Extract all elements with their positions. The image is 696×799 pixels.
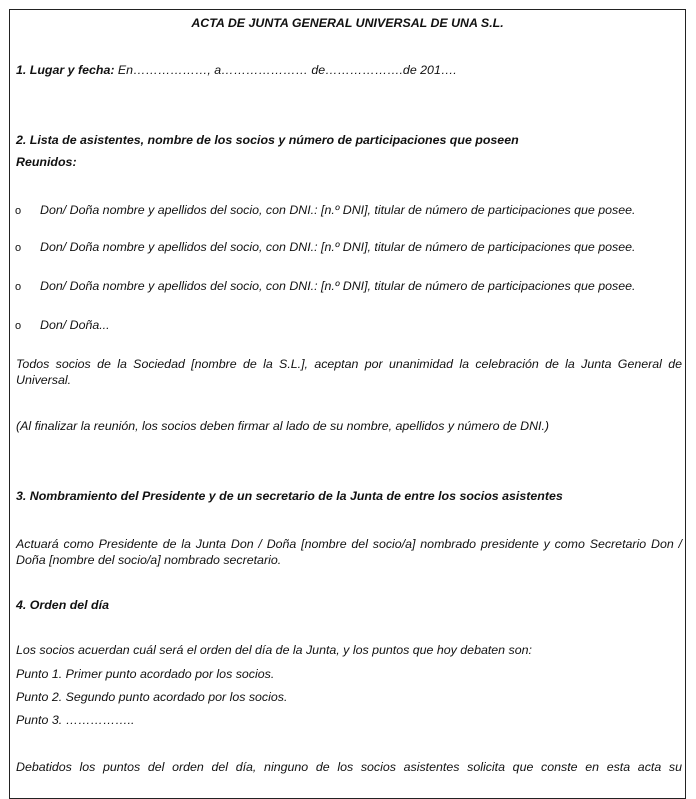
section-3-heading: 3. Nombramiento del Presidente y de un secretario de la Junta de entre los socios asistentes	[16, 489, 563, 503]
bullet-icon: o	[15, 242, 22, 254]
agenda-point: Punto 3. ……………..	[16, 713, 135, 727]
acceptance-paragraph: Todos socios de la Sociedad [nombre de la S.L.], aceptan por unanimidad la celebración de la Junta General de Universal.	[16, 357, 682, 387]
section-1-heading: 1. Lugar y fecha:	[16, 63, 115, 77]
bullet-icon: o	[15, 205, 22, 217]
attendee-item: Don/ Doña nombre y apellidos del socio, con DNI.: [n.º DNI], titular de número de participaciones que posee.	[40, 240, 636, 254]
attendee-item: Don/ Doña nombre y apellidos del socio, con DNI.: [n.º DNI], titular de número de participaciones que posee.	[40, 203, 636, 217]
section-3-paragraph: Actuará como Presidente de la Junta Don / Doña [nombre del socio/a] nombrado presidente y como Secretario Don / Doña [nombre del socio/a] nombrado secretario.	[16, 537, 682, 567]
section-2-subheading: Reunidos:	[16, 155, 77, 169]
document-title: ACTA DE JUNTA GENERAL UNIVERSAL DE UNA S.L.	[191, 16, 504, 30]
bullet-icon: o	[15, 281, 22, 293]
section-1-place-date	[16, 63, 682, 78]
section-2-heading: 2. Lista de asistentes, nombre de los socios y número de participaciones que poseen	[16, 133, 519, 147]
attendee-item: Don/ Doña...	[40, 318, 110, 332]
bullet-icon: o	[15, 320, 22, 332]
signature-note: (Al finalizar la reunión, los socios deben firmar al lado de su nombre, apellidos y número de DNI.)	[16, 419, 550, 433]
closing-paragraph: Debatidos los puntos del orden del día, ninguno de los socios asistentes solicita que conste en esta acta su	[16, 760, 682, 774]
section-4-heading: 4. Orden del día	[16, 598, 109, 612]
attendee-item: Don/ Doña nombre y apellidos del socio, con DNI.: [n.º DNI], titular de número de participaciones que posee.	[40, 279, 636, 293]
section-4-intro: Los socios acuerdan cuál será el orden del día de la Junta, y los puntos que hoy debaten son:	[16, 643, 532, 657]
agenda-point: Punto 1. Primer punto acordado por los socios.	[16, 667, 275, 681]
agenda-point: Punto 2. Segundo punto acordado por los socios.	[16, 690, 288, 704]
section-1-text: En………………, a………………… de……………….de 201….	[114, 63, 457, 77]
